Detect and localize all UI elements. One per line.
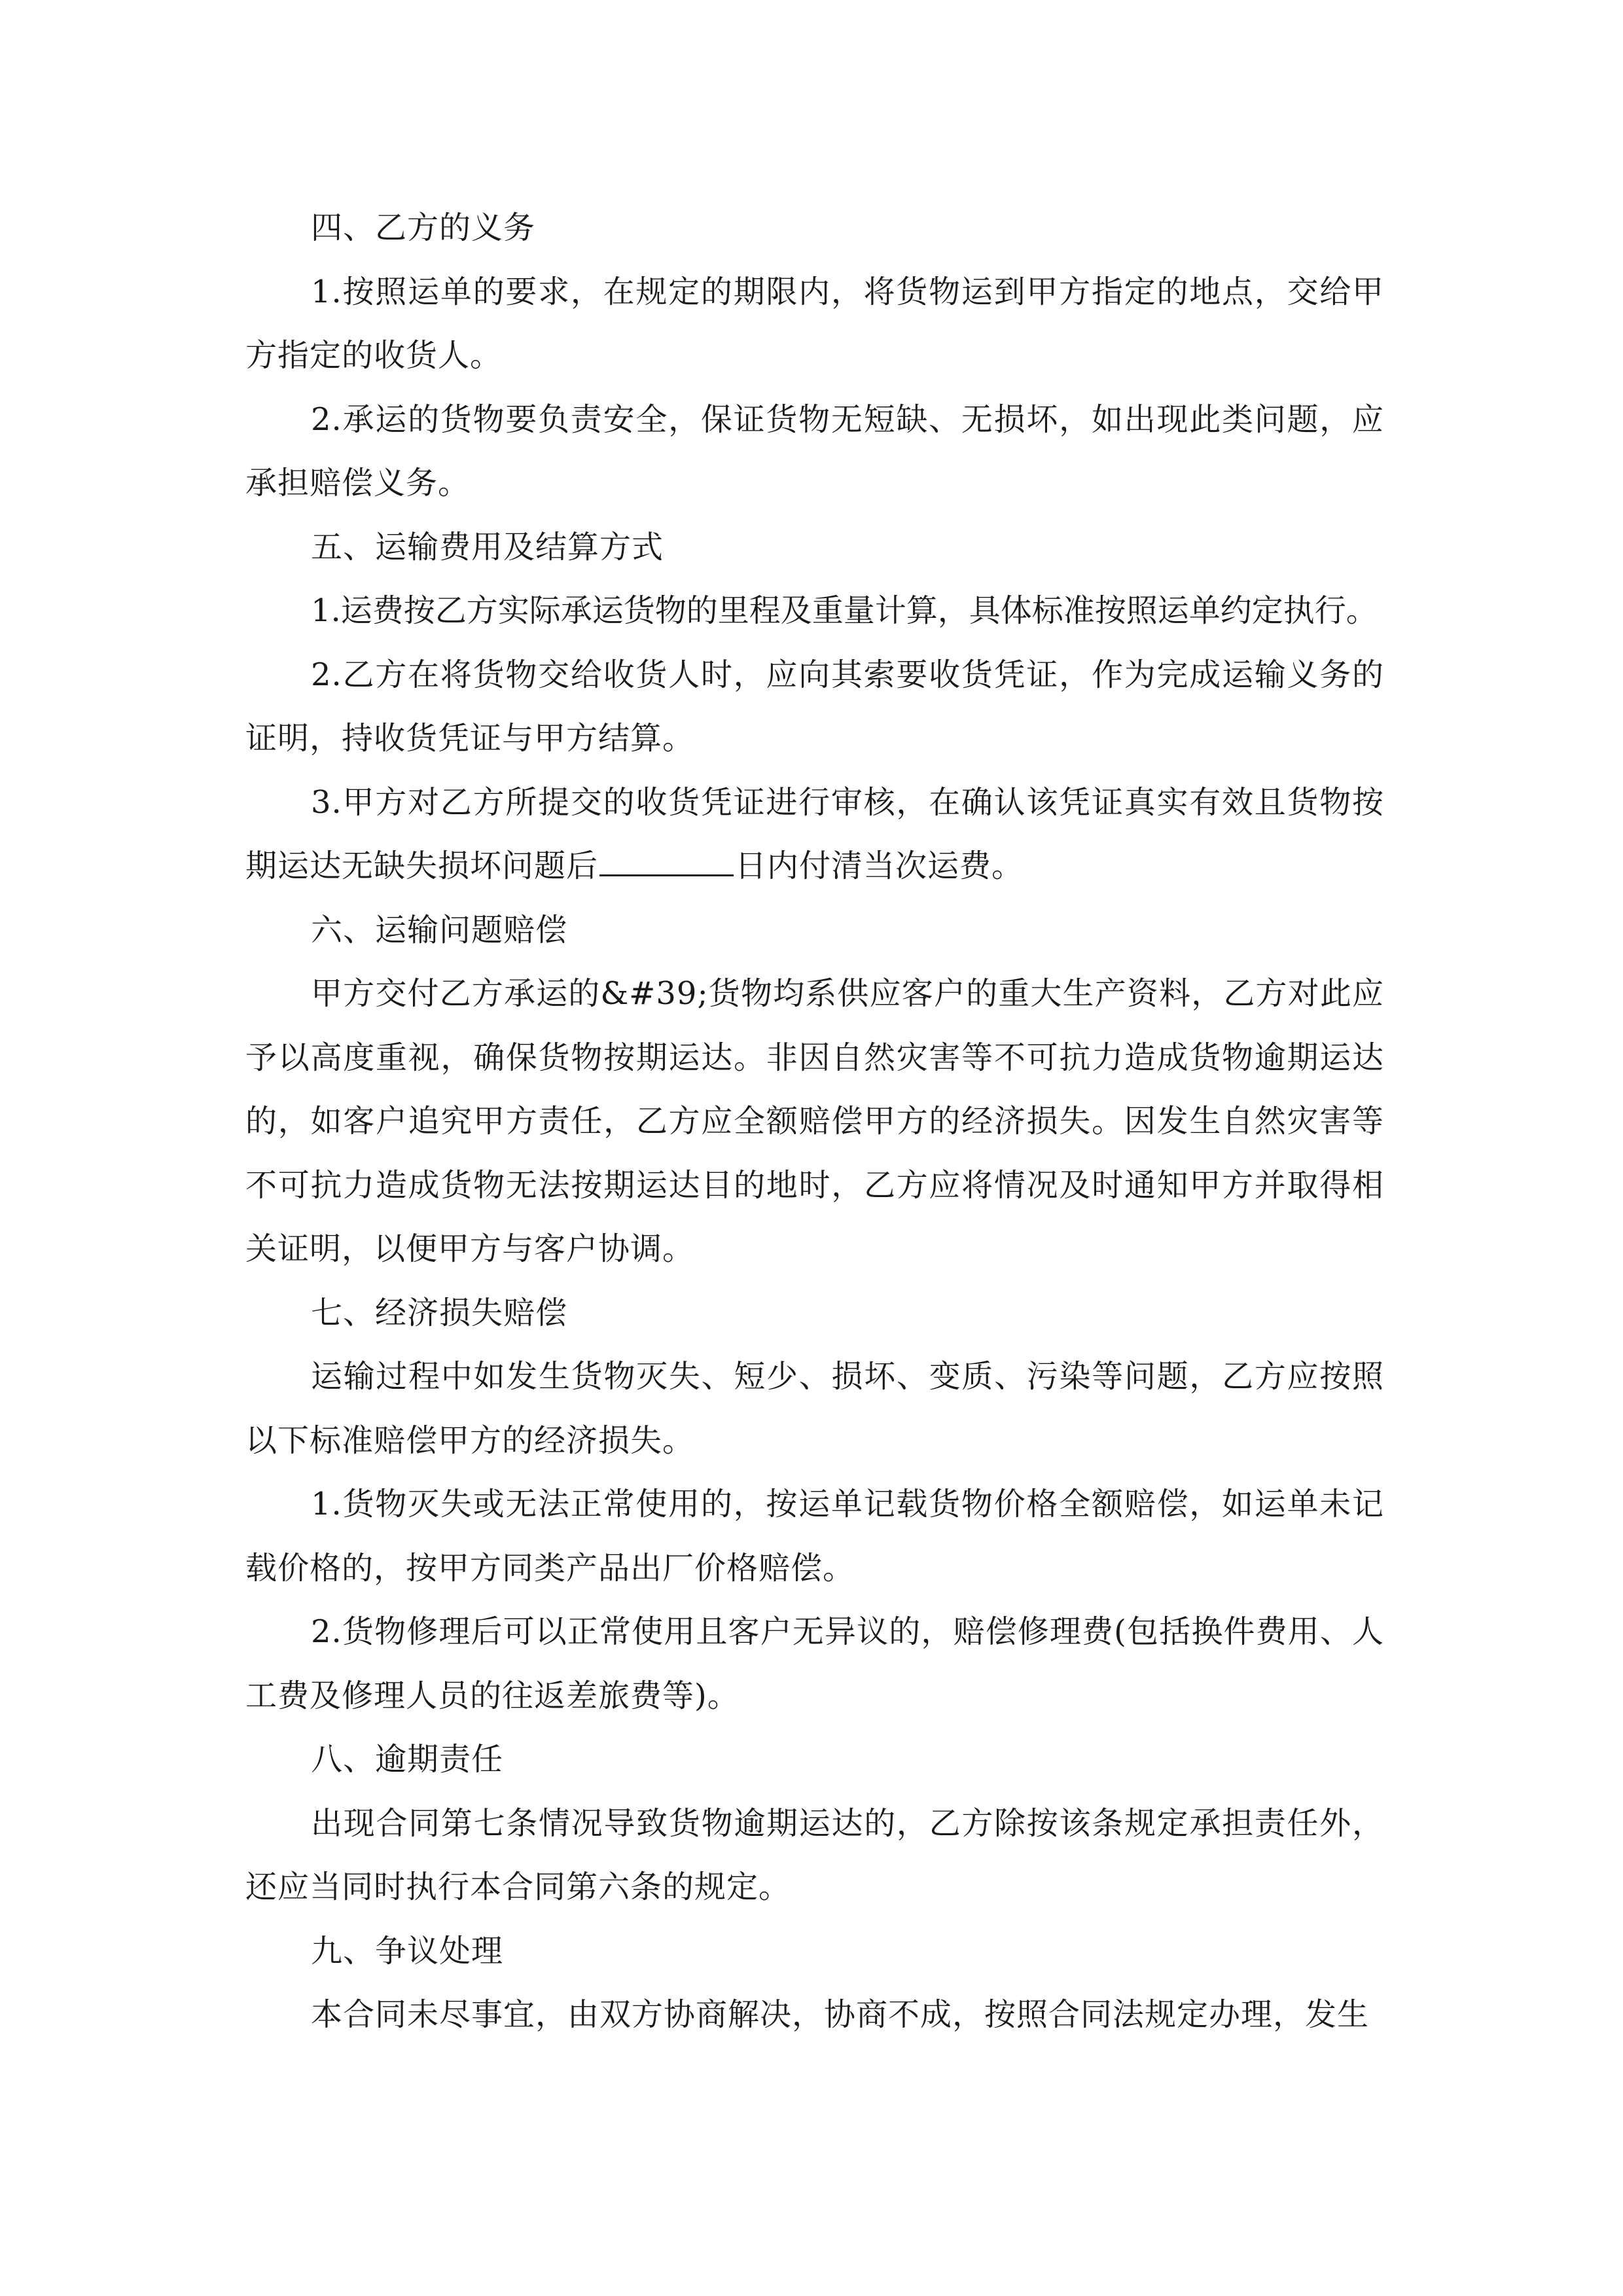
section-8-paragraph: 出现合同第七条情况导致货物逾期运达的，乙方除按该条规定承担责任外，还应当同时执行本合同第六条的规定。 [245, 1804, 1384, 1905]
section-5-item-3-text-before: 3.甲方对乙方所提交的收货凭证进行审核，在确认该凭证真实有效且货物按期运达无缺失损坏问题后 [245, 783, 1384, 884]
section-5-item-1: 1.运费按乙方实际承运货物的里程及重量计算，具体标准按照运单约定执行。 [311, 592, 1378, 629]
section-7-item-1: 1.货物灭失或无法正常使用的，按运单记载货物价格全额赔偿，如运单未记载价格的，按甲方同类产品出厂价格赔偿。 [245, 1486, 1384, 1587]
section-4-heading: 四、乙方的义务 [311, 209, 536, 246]
section-7-paragraph: 运输过程中如发生货物灭失、短少、损坏、变质、污染等问题，乙方应按照以下标准赔偿甲方的经济损失。 [245, 1358, 1384, 1459]
section-6-paragraph: 甲方交付乙方承运的&#39;货物均系供应客户的重大生产资料，乙方对此应予以高度重视，确保货物按期运达。非因自然灾害等不可抗力造成货物逾期运达的，如客户追究甲方责任，乙方应全额赔偿甲方的经济损失。因发生自然灾害等不可抗力造成货物无法按期运达目的地时，乙方应将情况及时通知甲方并取得相关证明，以便甲方与客户协调。 [245, 975, 1384, 1267]
section-8-heading: 八、逾期责任 [311, 1741, 504, 1778]
section-5-item-3-text-after: 日内付清当次运费。 [735, 848, 1024, 884]
section-5-heading: 五、运输费用及结算方式 [311, 528, 664, 565]
section-7-item-2: 2.货物修理后可以正常使用且客户无异议的，赔偿修理费(包括换件费用、人工费及修理人员的往返差旅费等)。 [245, 1613, 1384, 1714]
section-5-item-2: 2.乙方在将货物交给收货人时，应向其索要收货凭证，作为完成运输义务的证明，持收货凭证与甲方结算。 [245, 656, 1384, 757]
section-5-item-3 [245, 771, 1384, 899]
section-9-heading: 九、争议处理 [311, 1932, 504, 1969]
document-body [245, 196, 1384, 2047]
section-6-heading: 六、运输问题赔偿 [311, 911, 568, 948]
section-9-paragraph: 本合同未尽事宜，由双方协商解决，协商不成，按照合同法规定办理，发生 [311, 1996, 1370, 2033]
section-4-item-1: 1.按照运单的要求，在规定的期限内，将货物运到甲方指定的地点，交给甲方指定的收货人。 [245, 273, 1384, 374]
section-7-heading: 七、经济损失赔偿 [311, 1294, 568, 1331]
fill-in-blank-days [599, 848, 734, 876]
section-4-item-2: 2.承运的货物要负责安全，保证货物无短缺、无损坏，如出现此类问题，应承担赔偿义务。 [245, 401, 1384, 501]
